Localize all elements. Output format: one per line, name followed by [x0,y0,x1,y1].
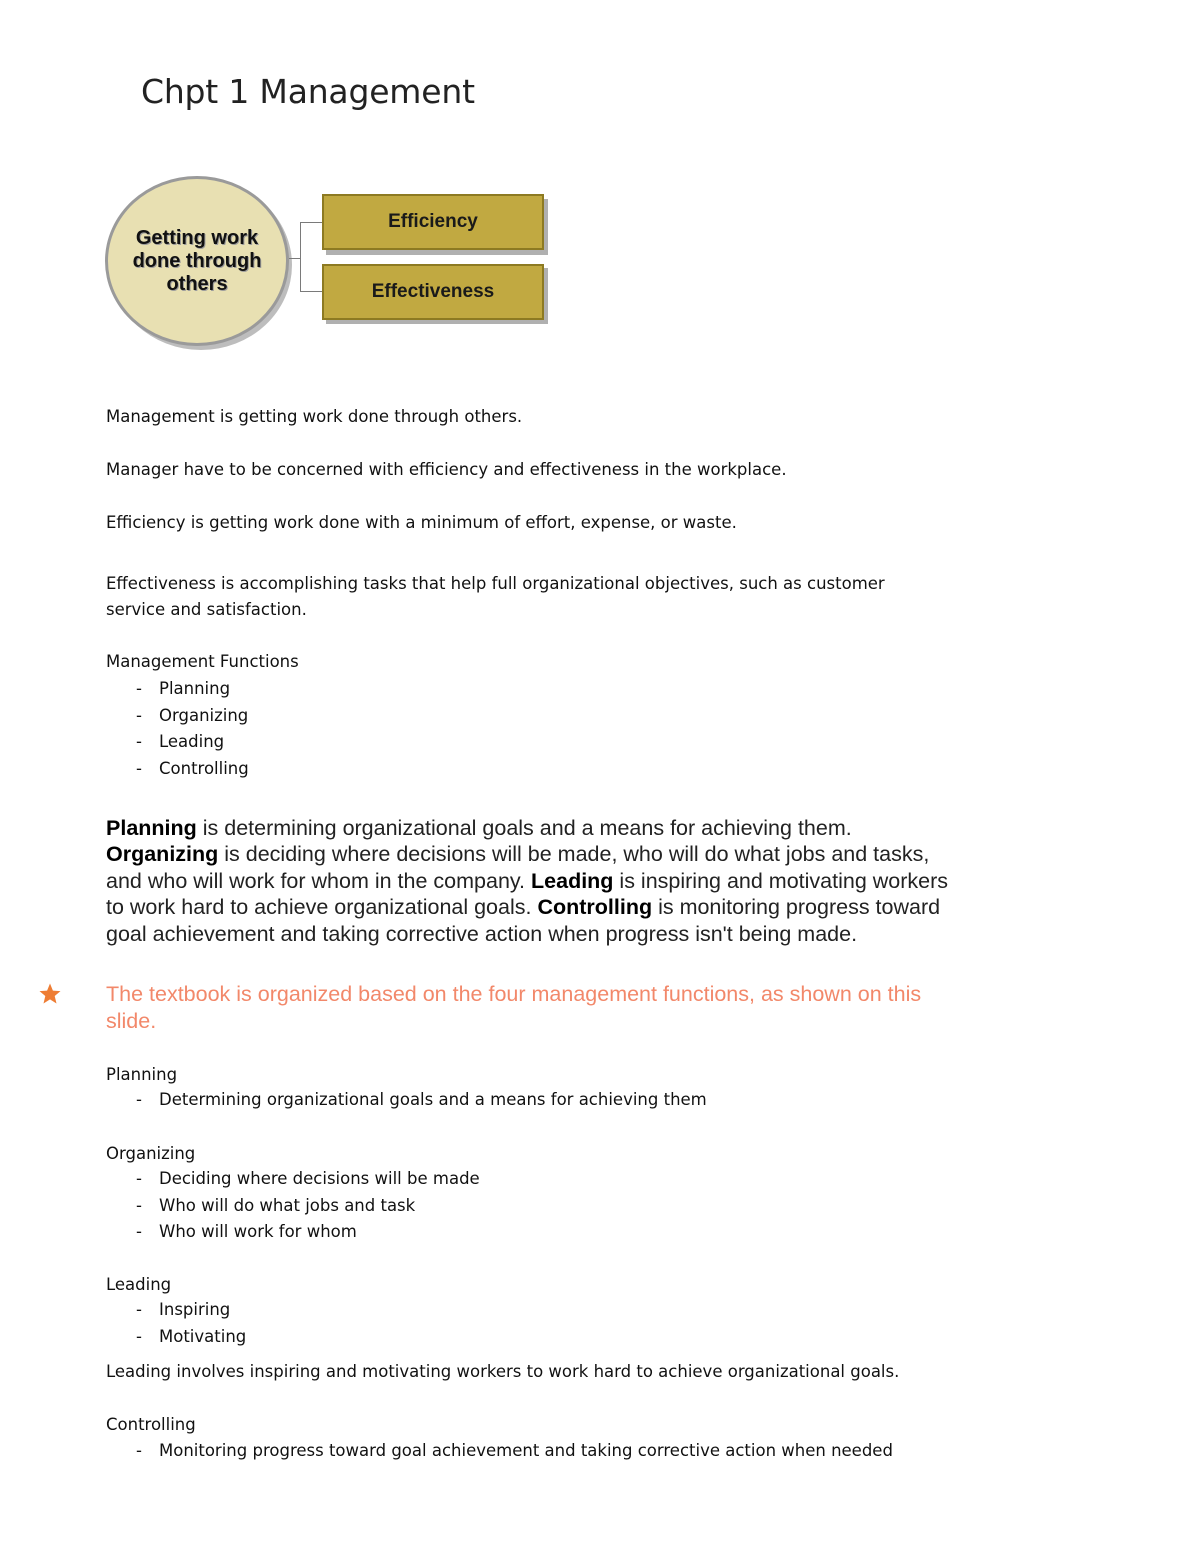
term-leading: Leading [531,868,614,893]
list-item: - Deciding where decisions will be made [136,1169,480,1188]
definitions-paragraph: Planning is determining organizational goals and a means for achieving them. Organizing is deciding where decisions will be made, who will do what jobs and tasks, and who will work for whom in the company. Leading is inspiring and motivating workers to work hard to achieve organizational goals. Controlling is monitoring progress toward goal achievement and taking corrective action when progress isn't being made. [106,816,949,946]
page-title: Chpt 1 Management [141,72,475,111]
effectiveness-box: Effectiveness [322,264,544,320]
paragraph: Management is getting work done through others. [106,407,523,426]
list-item: - Motivating [136,1326,247,1346]
textbook-note: The textbook is organized based on the four management functions, as shown on this slide. [106,982,922,1033]
list-item: - Who will work for whom [136,1222,357,1241]
organizing-list [106,1166,480,1246]
section-heading-controlling: Controlling [106,1415,196,1434]
controlling-list [106,1438,893,1465]
diagram-connector [300,222,323,292]
list-item: - Inspiring [136,1300,231,1319]
paragraph: Manager have to be concerned with efficiency and effectiveness in the workplace. [106,460,787,479]
diagram-circle [105,176,289,346]
term-planning: Planning [106,816,197,840]
list-item: - Determining organizational goals and a means for achieving them [136,1090,707,1109]
section-heading-planning: Planning [106,1065,178,1084]
list-item: - Organizing [136,705,249,725]
section-heading-leading: Leading [106,1275,172,1294]
diagram-connector-mid [289,258,300,259]
list-item: - Controlling [136,758,249,778]
leading-summary: Leading involves inspiring and motivating workers to work hard to achieve organizational goals. [106,1362,900,1381]
section-heading-organizing: Organizing [106,1144,196,1163]
list-item: - Who will do what jobs and task [136,1195,416,1215]
efficiency-box: Efficiency [322,194,544,250]
list-item: - Monitoring progress toward goal achievement and taking corrective action when needed [136,1441,893,1460]
functions-heading: Management Functions [106,652,299,671]
list-item: - Planning [136,679,231,698]
paragraph: Efficiency is getting work done with a minimum of effort, expense, or waste. [106,513,737,532]
term-controlling: Controlling [537,895,653,920]
star-icon [38,982,62,1006]
term-organizing: Organizing [106,842,219,867]
leading-list [106,1297,246,1350]
paragraph: Effectiveness is accomplishing tasks that help full organizational objectives, such as customer service and satisfaction. [106,574,885,619]
list-item: - Leading [136,732,225,751]
planning-list [106,1087,707,1114]
management-diagram [100,172,560,362]
functions-list [106,676,249,782]
circle-label: Getting work done through others [132,226,262,295]
